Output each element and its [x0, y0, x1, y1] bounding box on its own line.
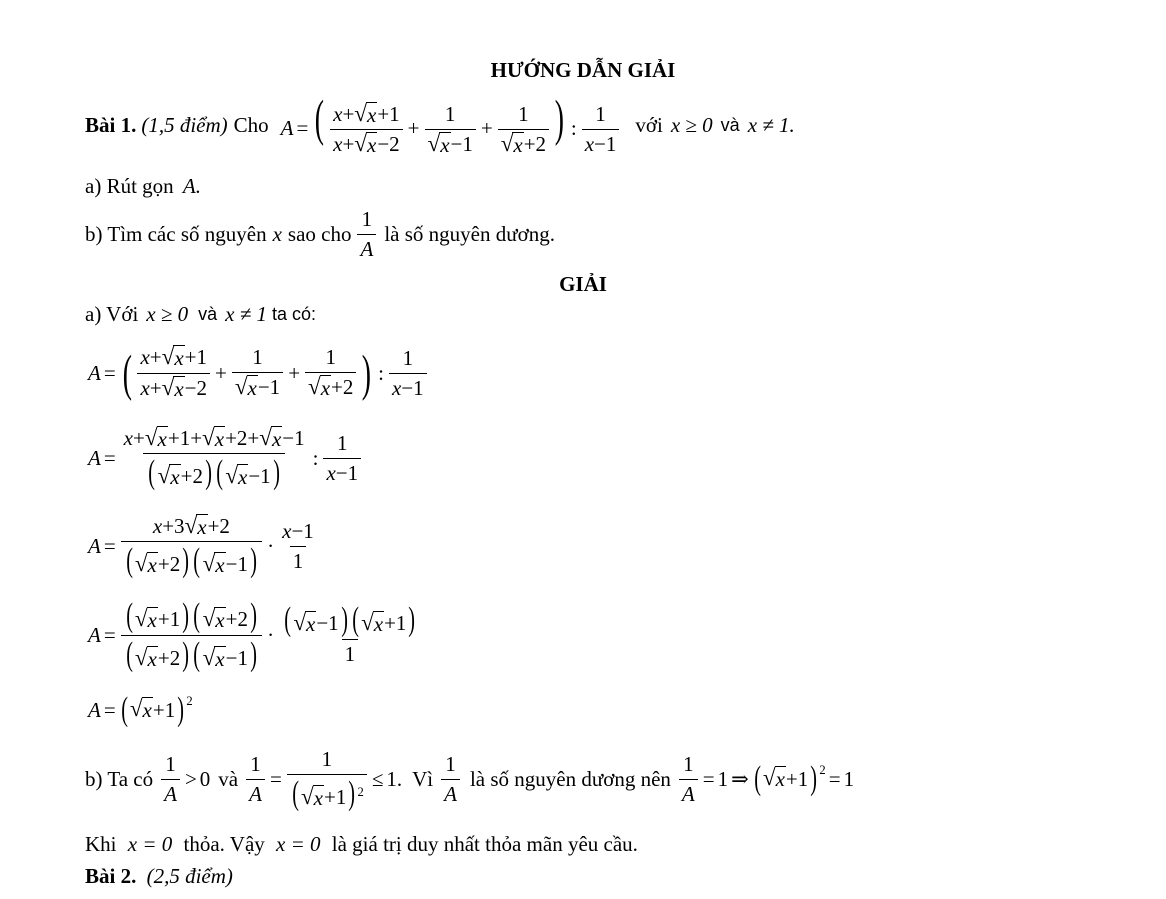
problem-1-points: (1,5 điểm) — [141, 112, 228, 137]
conclusion-line — [85, 832, 638, 857]
problem-2-heading — [85, 864, 233, 889]
problem-2-points: (2,5 điểm) — [146, 864, 233, 888]
solution-step-4: A = ( √ x +1) ( √ x +2) ( √ x +2) ( √ x −1) · ( √ x −1) ( √ x +1) 1 — [88, 596, 416, 673]
formula-one-over-A: $\frac{1}{A}$ — [357, 207, 376, 262]
with-text: với — [635, 112, 663, 137]
part-b-text-post: là số nguyên dương. — [384, 221, 555, 246]
solution-b: b) Ta có $\frac{1}{A}$ > 0 và $\frac{1}{A}$ = 1 ( √ x +1) $^2$ ≤ 1. Vì $\frac{1}{A}$ là số nguyên dương nên $\frac{1}{A}$ = 1 ⇒ ( √ x +1 ) 2 = 1 — [85, 747, 855, 813]
solution-step-5: A = ( √ x +1 ) 2 — [88, 691, 193, 729]
part-a-question — [85, 174, 201, 199]
solution-a-condition-2: x ≠ 1 — [225, 302, 268, 326]
condition-2: x ≠ 1. — [747, 112, 795, 137]
solution-b-mid: là số nguyên dương nên — [469, 766, 671, 791]
solution-a-pre: a) Với — [85, 302, 139, 326]
solution-a-intro — [85, 302, 316, 327]
page-title: HƯỚNG DẪN GIẢI — [490, 58, 676, 82]
conclusion-ok: thỏa. Vậy — [183, 832, 265, 856]
part-a-variable: A. — [182, 174, 201, 198]
and-text: và — [720, 114, 740, 135]
problem-1-statement — [85, 89, 795, 158]
solution-step-2: A = x+ √ x +1+ √ x +2+ √ x −1 ( √ x +2) ( √ x −1) : $\frac{1}{x-1}$ — [88, 420, 363, 496]
problem-2-label: Bài 2. — [85, 864, 137, 888]
solution-b-pre: b) Ta có — [85, 766, 154, 791]
part-a-text: a) Rút gọn — [85, 174, 174, 198]
conclusion-when: Khi — [85, 832, 117, 856]
solution-a-condition-1: x ≥ 0 — [146, 302, 189, 326]
solution-b-because: Vì — [412, 766, 434, 791]
solution-b-and: và — [218, 766, 239, 791]
part-b-question — [85, 206, 555, 262]
conclusion-eq-2: x = 0 — [276, 832, 321, 856]
solution-step-1: A = ( x+ √ x +1 x+ √ x −2 + 1 √ x −1 + 1 √ x +2 ) : $\frac{1}{x-1}$ — [88, 340, 429, 406]
problem-1-intro: Cho — [233, 112, 269, 137]
conclusion-post: là giá trị duy nhất thỏa mãn yêu cầu. — [331, 832, 638, 856]
problem-1-label: Bài 1. — [85, 112, 137, 137]
solution-a-and: và — [198, 304, 218, 324]
part-b-variable: x — [272, 221, 282, 246]
part-b-text-pre: b) Tìm các số nguyên — [85, 221, 267, 246]
formula-A-definition: A = ( x+ √ x +1 x+ √ x −2 + 1 √ x −1 + 1 √ x +2 ) : $\frac{1}{x-1}$ — [281, 93, 622, 158]
solution-a-post: ta có: — [272, 304, 317, 324]
part-b-text-mid: sao cho — [287, 221, 352, 246]
solution-title: GIẢI — [559, 272, 607, 296]
conclusion-eq-1: x = 0 — [127, 832, 173, 856]
solution-step-3: A = x+3 √ x +2 ( √ x +2) ( √ x −1) · $\frac{x-1}{1}$ — [88, 512, 314, 580]
condition-1: x ≥ 0 — [670, 112, 713, 137]
